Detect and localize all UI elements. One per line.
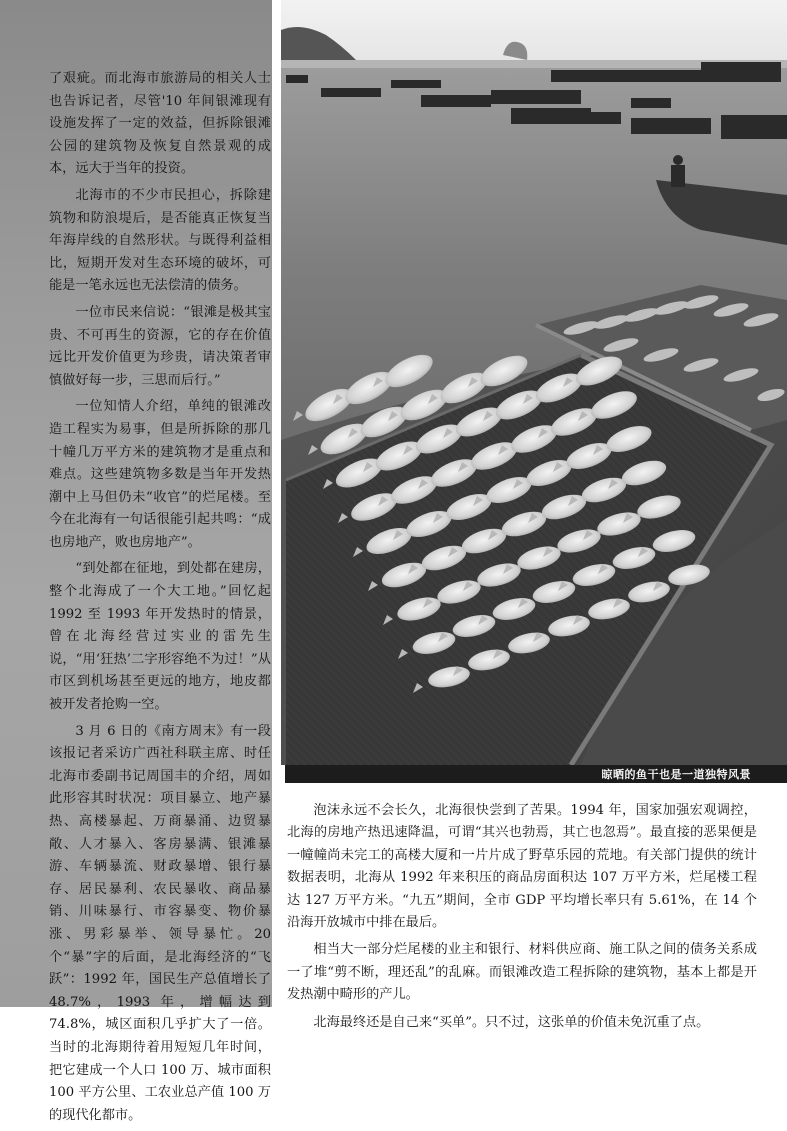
- caption-bar: [285, 765, 787, 783]
- main-paragraph: 相当大一部分烂尾楼的业主和银行、材料供应商、施工队之间的债务关系成一了堆“剪不断，理还乱”的乱麻。而银滩改造工程拆除的建筑物，基本上都是开发热潮中畸形的产儿。: [287, 942, 757, 1003]
- side-paragraph: 3 月 6 日的《南方周末》有一段该报记者采访广西社科联主席、时任北海市委副书记周国丰的介绍，周如此形容其时状况：项目暴立、地产暴热、高楼暴起、万商暴涌、边贸暴敞、人才暴入、客房暴满、银滩暴游、车辆暴流、财政暴增、银行暴存、居民暴利、农民暴收、商品暴销、川味暴行、市容暴变、物价暴涨、男彩暴举、领导暴忙。20 个“暴”字的后面，是北海经济的“飞跃”：1992 年，国民生产总值增长了 48.7%，1993 年，增幅达到 74.8%，城区面积几乎扩大了一倍。当时的北海期待着用短短几年时间，把它建成一个人口 100 万、城市面积 100 平方公里、工农业总产值 100 万的现代化都市。: [49, 723, 271, 1123]
- side-paragraph: “到处都在征地，到处都在建房，整个北海成了一个大工地。”回忆起 1992 至 1993 年开发热时的情景，曾在北海经营过实业的雷先生说，“用‘狂热’二字形容绝不为过！”从市区到机场甚至更远的地方，地皮都被开发者抢购一空。: [49, 561, 271, 713]
- side-paragraph: 一位市民来信说：“银滩是极其宝贵、不可再生的资源，它的存在价值远比开发价值更为珍贵，请决策者审慎做好每一步，三思而后行。”: [49, 304, 271, 388]
- main-paragraph: 泡沫永远不会长久，北海很快尝到了苦果。1994 年，国家加强宏观调控，北海的房地产热迅速降温，可谓“其兴也勃焉，其亡也忽焉”。最直接的恶果便是一幢幢尚未完工的高楼大厦和一片片成了野草乐园的荒地。有关部门提供的统计数据表明，北海从 1992 年来积压的商品房面积达 107 万平方米，烂尾楼工程达 127 万平方米。“九五”期间，全市 GDP 平均增长率只有 5.61%，在 14 个沿海开放城市中排在最后。: [287, 803, 757, 931]
- harbor-photo: [281, 0, 787, 765]
- column-divider: [272, 0, 280, 1007]
- photo-caption: 晾晒的鱼干也是一道独特风景: [601, 768, 751, 781]
- side-paragraph: 了艰疵。而北海市旅游局的相关人士也告诉记者，尽管'10 年间银滩现有设施发挥了一定的效益，但拆除银滩公园的建筑物及恢复自然景观的成本，远大于当年的投资。: [49, 71, 271, 177]
- side-paragraph: 北海市的不少市民担心，拆除建筑物和防浪堤后，是否能真正恢复当年海岸线的自然形状。与既得利益相比，短期开发对生态环境的破坏，可能是一笔永远也无法偿清的债务。: [49, 187, 271, 294]
- main-column-text: [287, 800, 757, 1039]
- side-paragraph: 一位知情人介绍，单纯的银滩改造工程实为易事，但是所拆除的那几十幢几万平方米的建筑物才是重点和难点。这些建筑物多数是当年开发热潮中上马但仍未“收官”的烂尾楼。至今在北海有一句话很能引起共鸣：“成也房地产，败也房地产”。: [49, 399, 271, 550]
- harbor-photo-drawing: [281, 0, 787, 765]
- main-paragraph: 北海最终还是自己来“买单”。只不过，这张单的价值未免沉重了点。: [313, 1014, 710, 1030]
- side-column-text: [49, 68, 271, 1131]
